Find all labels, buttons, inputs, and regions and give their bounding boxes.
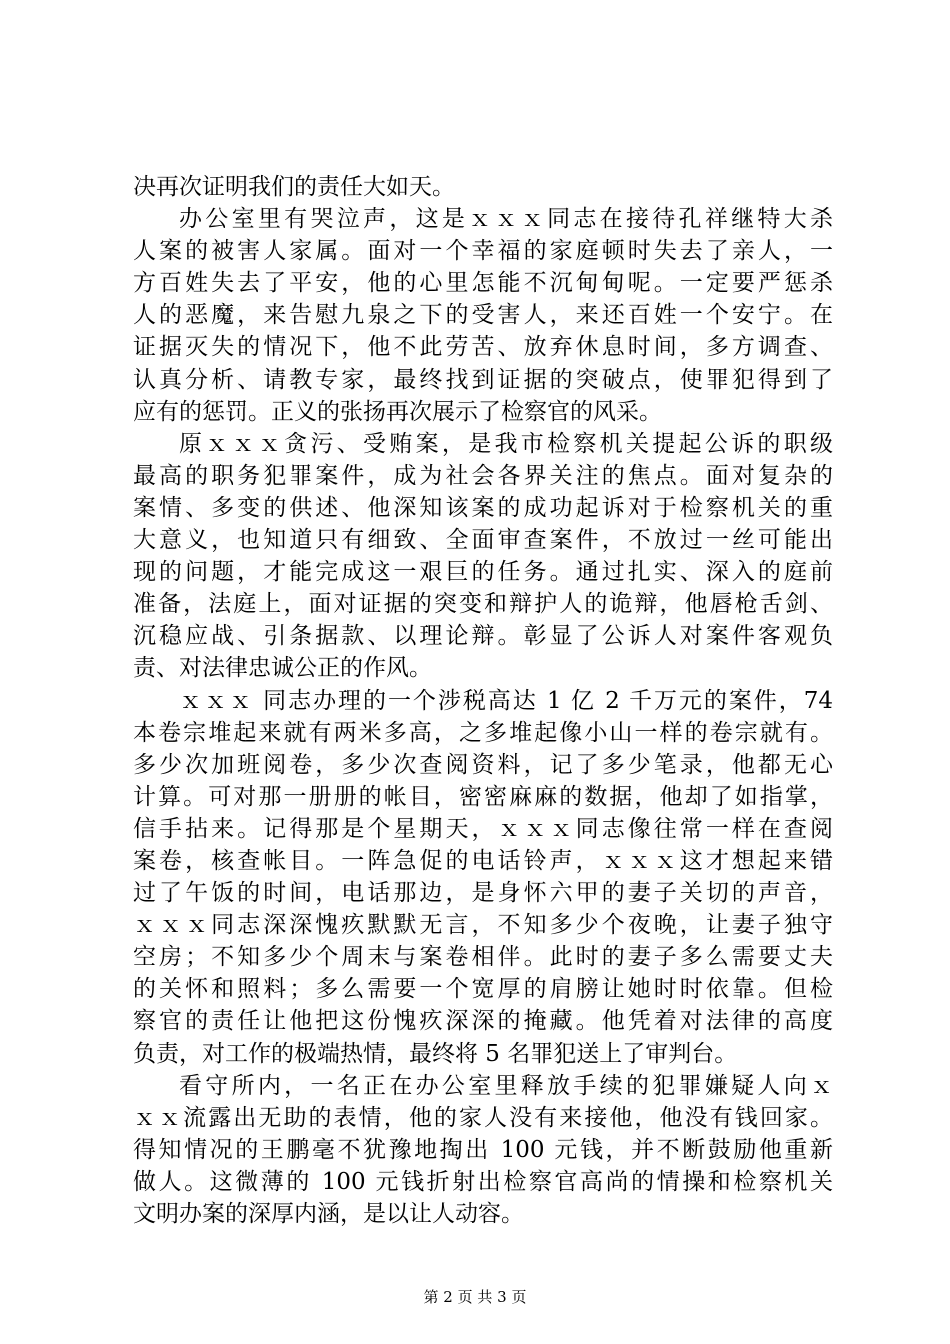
text-line: 案卷，核查帐目。一阵急促的电话铃声，ｘｘｘ这才想起来错 — [133, 847, 833, 874]
text-line: 多少次加班阅卷，多少次查阅资料，记了多少笔录，他都无心 — [133, 751, 833, 778]
text-line: 人的恶魔，来告慰九泉之下的受害人，来还百姓一个安宁。在 — [133, 302, 833, 329]
text-line: 认真分析、请教专家，最终找到证据的突破点，使罪犯得到了 — [133, 366, 833, 393]
text-line: 负责，对工作的极端热情，最终将 5 名罪犯送上了审判台。 — [133, 1040, 738, 1067]
text-line: ｘｘ流露出无助的表情，他的家人没有来接他，他没有钱回家。 — [133, 1104, 833, 1131]
text-line: 原ｘｘｘ贪污、受贿案，是我市检察机关提起公诉的职级 — [179, 430, 833, 457]
text-line: 方百姓失去了平安，他的心里怎能不沉甸甸呢。一定要严惩杀 — [133, 270, 833, 297]
text-line: 现的问题，才能完成这一艰巨的任务。通过扎实、深入的庭前 — [133, 559, 833, 586]
text-line: 空房；不知多少个周末与案卷相伴。此时的妻子多么需要丈夫 — [133, 944, 833, 971]
paragraph — [133, 1070, 833, 1230]
text-line: 文明办案的深厚内涵，是以让人动容。 — [133, 1201, 524, 1227]
text-line: 得知情况的王鹏毫不犹豫地掏出 100 元钱，并不断鼓励他重新 — [133, 1136, 833, 1163]
text-line: 最高的职务犯罪案件，成为社会各界关注的焦点。面对复杂的 — [133, 462, 833, 489]
text-line: 证据灭失的情况下，他不此劳苦、放弃休息时间，多方调查、 — [133, 334, 833, 361]
text-line: 责、对法律忠诚公正的作风。 — [133, 655, 432, 682]
text-line: 案情、多变的供述、他深知该案的成功起诉对于检察机关的重 — [133, 494, 833, 521]
text-line: 本卷宗堆起来就有两米多高，之多堆起像小山一样的卷宗就有。 — [133, 719, 833, 746]
text-line: ｘｘｘ同志深深愧疚默默无言，不知多少个夜晚，让妻子独守 — [133, 912, 833, 939]
text-line: 人案的被害人家属。面对一个幸福的家庭顿时失去了亲人，一 — [133, 238, 833, 265]
paragraph — [133, 203, 833, 428]
text-line: 的关怀和照料；多么需要一个宽厚的肩膀让她时时依靠。但检 — [133, 976, 833, 1003]
text-line: 做人。这微薄的 100 元钱折射出检察官高尚的情操和检察机关 — [133, 1168, 833, 1195]
text-line: 沉稳应战、引条据款、以理论辩。彰显了公诉人对案件客观负 — [133, 623, 833, 650]
text-line: 大意义，也知道只有细致、全面审查案件，不放过一丝可能出 — [133, 527, 833, 554]
text-line: 应有的惩罚。正义的张扬再次展示了检察官的风采。 — [133, 398, 662, 425]
text-line: 决再次证明我们的责任大如天。 — [133, 174, 455, 200]
page-footer: 第 2 页 共 3 页 — [423, 1288, 527, 1306]
paragraph — [133, 685, 833, 1070]
text-line: 准备，法庭上，面对证据的突变和辩护人的诡辩，他唇枪舌剑、 — [133, 591, 833, 618]
text-line: 察官的责任让他把这份愧疚深深的掩藏。他凭着对法律的高度 — [133, 1008, 833, 1035]
text-line: 信手拈来。记得那是个星期天，ｘｘｘ同志像往常一样在查阅 — [133, 815, 833, 842]
text-line: 办公室里有哭泣声，这是ｘｘｘ同志在接待孔祥继特大杀 — [179, 206, 833, 233]
paragraph — [133, 171, 833, 203]
text-line: 过了午饭的时间，电话那边，是身怀六甲的妻子关切的声音， — [133, 880, 833, 907]
text-line: 计算。可对那一册册的帐目，密密麻麻的数据，他却了如指掌， — [133, 783, 833, 810]
paragraph — [133, 428, 833, 685]
text-line: ｘｘｘ 同志办理的一个涉税高达 1 亿 2 千万元的案件，74 — [179, 687, 833, 714]
document-body — [133, 171, 833, 1230]
text-line: 看守所内，一名正在办公室里释放手续的犯罪嫌疑人向ｘ — [179, 1072, 833, 1099]
